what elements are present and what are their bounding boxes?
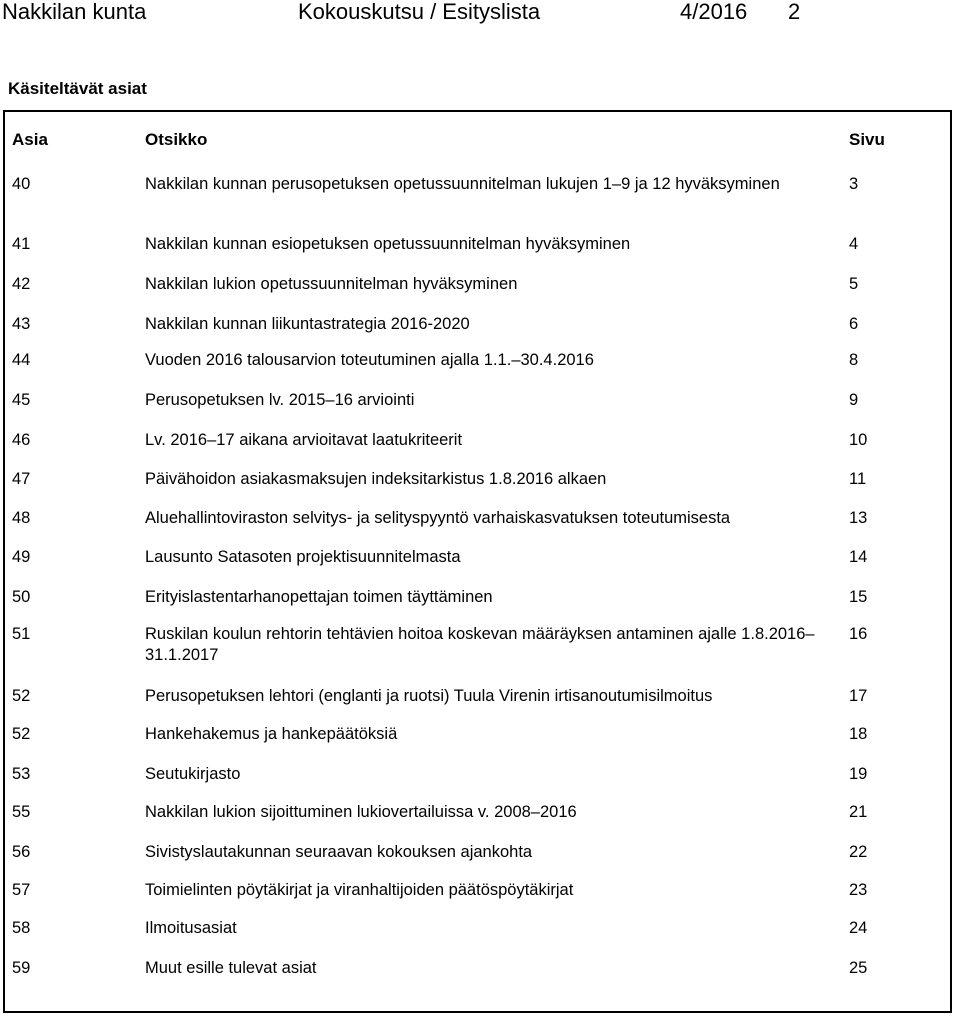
agenda-item-title: Ruskilan koulun rehtorin tehtävien hoitoa koskevan määräyksen antaminen ajalle 1.8.2016–31.1.2017 [145, 625, 815, 664]
agenda-item-number: 53 [12, 765, 31, 783]
agenda-item-title: Nakkilan kunnan esiopetuksen opetussuunnitelman hyväksyminen [145, 235, 631, 253]
agenda-item-title: Lausunto Satasoten projektisuunnitelmasta [145, 548, 461, 566]
agenda-item-title: Hankehakemus ja hankepäätöksiä [145, 725, 398, 743]
column-header-otsikko: Otsikko [145, 130, 208, 149]
agenda-item-title: Nakkilan kunnan liikuntastrategia 2016-2020 [145, 315, 470, 333]
agenda-item-page: 18 [849, 725, 868, 743]
agenda-item-number: 43 [12, 315, 31, 333]
agenda-item-title: Muut esille tulevat asiat [145, 959, 317, 977]
document-title: Kokouskutsu / Esityslista [298, 0, 541, 24]
agenda-item-title: Nakkilan lukion opetussuunnitelman hyväksyminen [145, 275, 518, 293]
agenda-item-page: 10 [849, 431, 868, 449]
page-number: 2 [788, 0, 801, 24]
agenda-item-title: Ilmoitusasiat [145, 919, 237, 937]
agenda-item-number: 48 [12, 509, 31, 527]
agenda-item-page: 15 [849, 588, 868, 606]
agenda-item-number: 51 [12, 625, 31, 643]
agenda-item-title: Päivähoidon asiakasmaksujen indeksitarkistus 1.8.2016 alkaen [145, 470, 607, 488]
agenda-item-title: Erityislastentarhanopettajan toimen täyttäminen [145, 588, 493, 606]
agenda-item-page: 9 [849, 391, 859, 409]
agenda-item-page: 16 [849, 625, 868, 643]
agenda-item-number: 46 [12, 431, 31, 449]
agenda-item-number: 58 [12, 919, 31, 937]
agenda-item-title: Toimielinten pöytäkirjat ja viranhaltijoiden päätöspöytäkirjat [145, 881, 574, 899]
agenda-item-page: 8 [849, 351, 859, 369]
agenda-item-number: 56 [12, 843, 31, 861]
agenda-item-number: 49 [12, 548, 31, 566]
section-title: Käsiteltävät asiat [8, 79, 147, 98]
agenda-item-number: 52 [12, 687, 31, 705]
agenda-item-page: 4 [849, 235, 859, 253]
agenda-item-number: 57 [12, 881, 31, 899]
agenda-item-page: 19 [849, 765, 868, 783]
organization-name: Nakkilan kunta [2, 0, 147, 24]
agenda-item-title: Vuoden 2016 talousarvion toteutuminen ajalla 1.1.–30.4.2016 [145, 351, 594, 369]
agenda-item-title: Aluehallintoviraston selvitys- ja selityspyyntö varhaiskasvatuksen toteutumisesta [145, 509, 731, 527]
agenda-item-page: 11 [849, 470, 867, 488]
agenda-item-page: 3 [849, 175, 859, 193]
agenda-item-page: 22 [849, 843, 868, 861]
agenda-item-title: Seutukirjasto [145, 765, 241, 783]
agenda-item-page: 21 [849, 803, 868, 821]
agenda-item-number: 40 [12, 175, 31, 193]
agenda-item-number: 44 [12, 351, 31, 369]
agenda-item-number: 45 [12, 391, 31, 409]
agenda-item-page: 17 [849, 687, 868, 705]
agenda-item-page: 13 [849, 509, 868, 527]
agenda-item-title: Lv. 2016–17 aikana arvioitavat laatukriteerit [145, 431, 463, 449]
column-header-sivu: Sivu [849, 130, 885, 149]
column-header-asia: Asia [12, 130, 48, 149]
agenda-item-page: 5 [849, 275, 859, 293]
agenda-item-number: 50 [12, 588, 31, 606]
agenda-item-number: 59 [12, 959, 31, 977]
agenda-item-title: Nakkilan kunnan perusopetuksen opetussuunnitelman lukujen 1–9 ja 12 hyväksyminen [145, 175, 780, 193]
agenda-item-title: Sivistyslautakunnan seuraavan kokouksen ajankohta [145, 843, 533, 861]
agenda-item-title: Perusopetuksen lehtori (englanti ja ruotsi) Tuula Virenin irtisanoutumisilmoitus [145, 687, 713, 705]
agenda-item-page: 24 [849, 919, 868, 937]
agenda-item-page: 14 [849, 548, 868, 566]
agenda-item-number: 41 [12, 235, 31, 253]
agenda-item-page: 25 [849, 959, 868, 977]
agenda-item-number: 42 [12, 275, 31, 293]
agenda-item-number: 55 [12, 803, 31, 821]
agenda-item-title: Perusopetuksen lv. 2015–16 arviointi [145, 391, 415, 409]
agenda-item-title: Nakkilan lukion sijoittuminen lukiovertailuissa v. 2008–2016 [145, 803, 577, 821]
page-header [0, 0, 960, 28]
agenda-item-page: 6 [849, 315, 859, 333]
agenda-item-number: 47 [12, 470, 31, 488]
agenda-item-number: 52 [12, 725, 31, 743]
agenda-item-page: 23 [849, 881, 868, 899]
meeting-number: 4/2016 [680, 0, 748, 24]
